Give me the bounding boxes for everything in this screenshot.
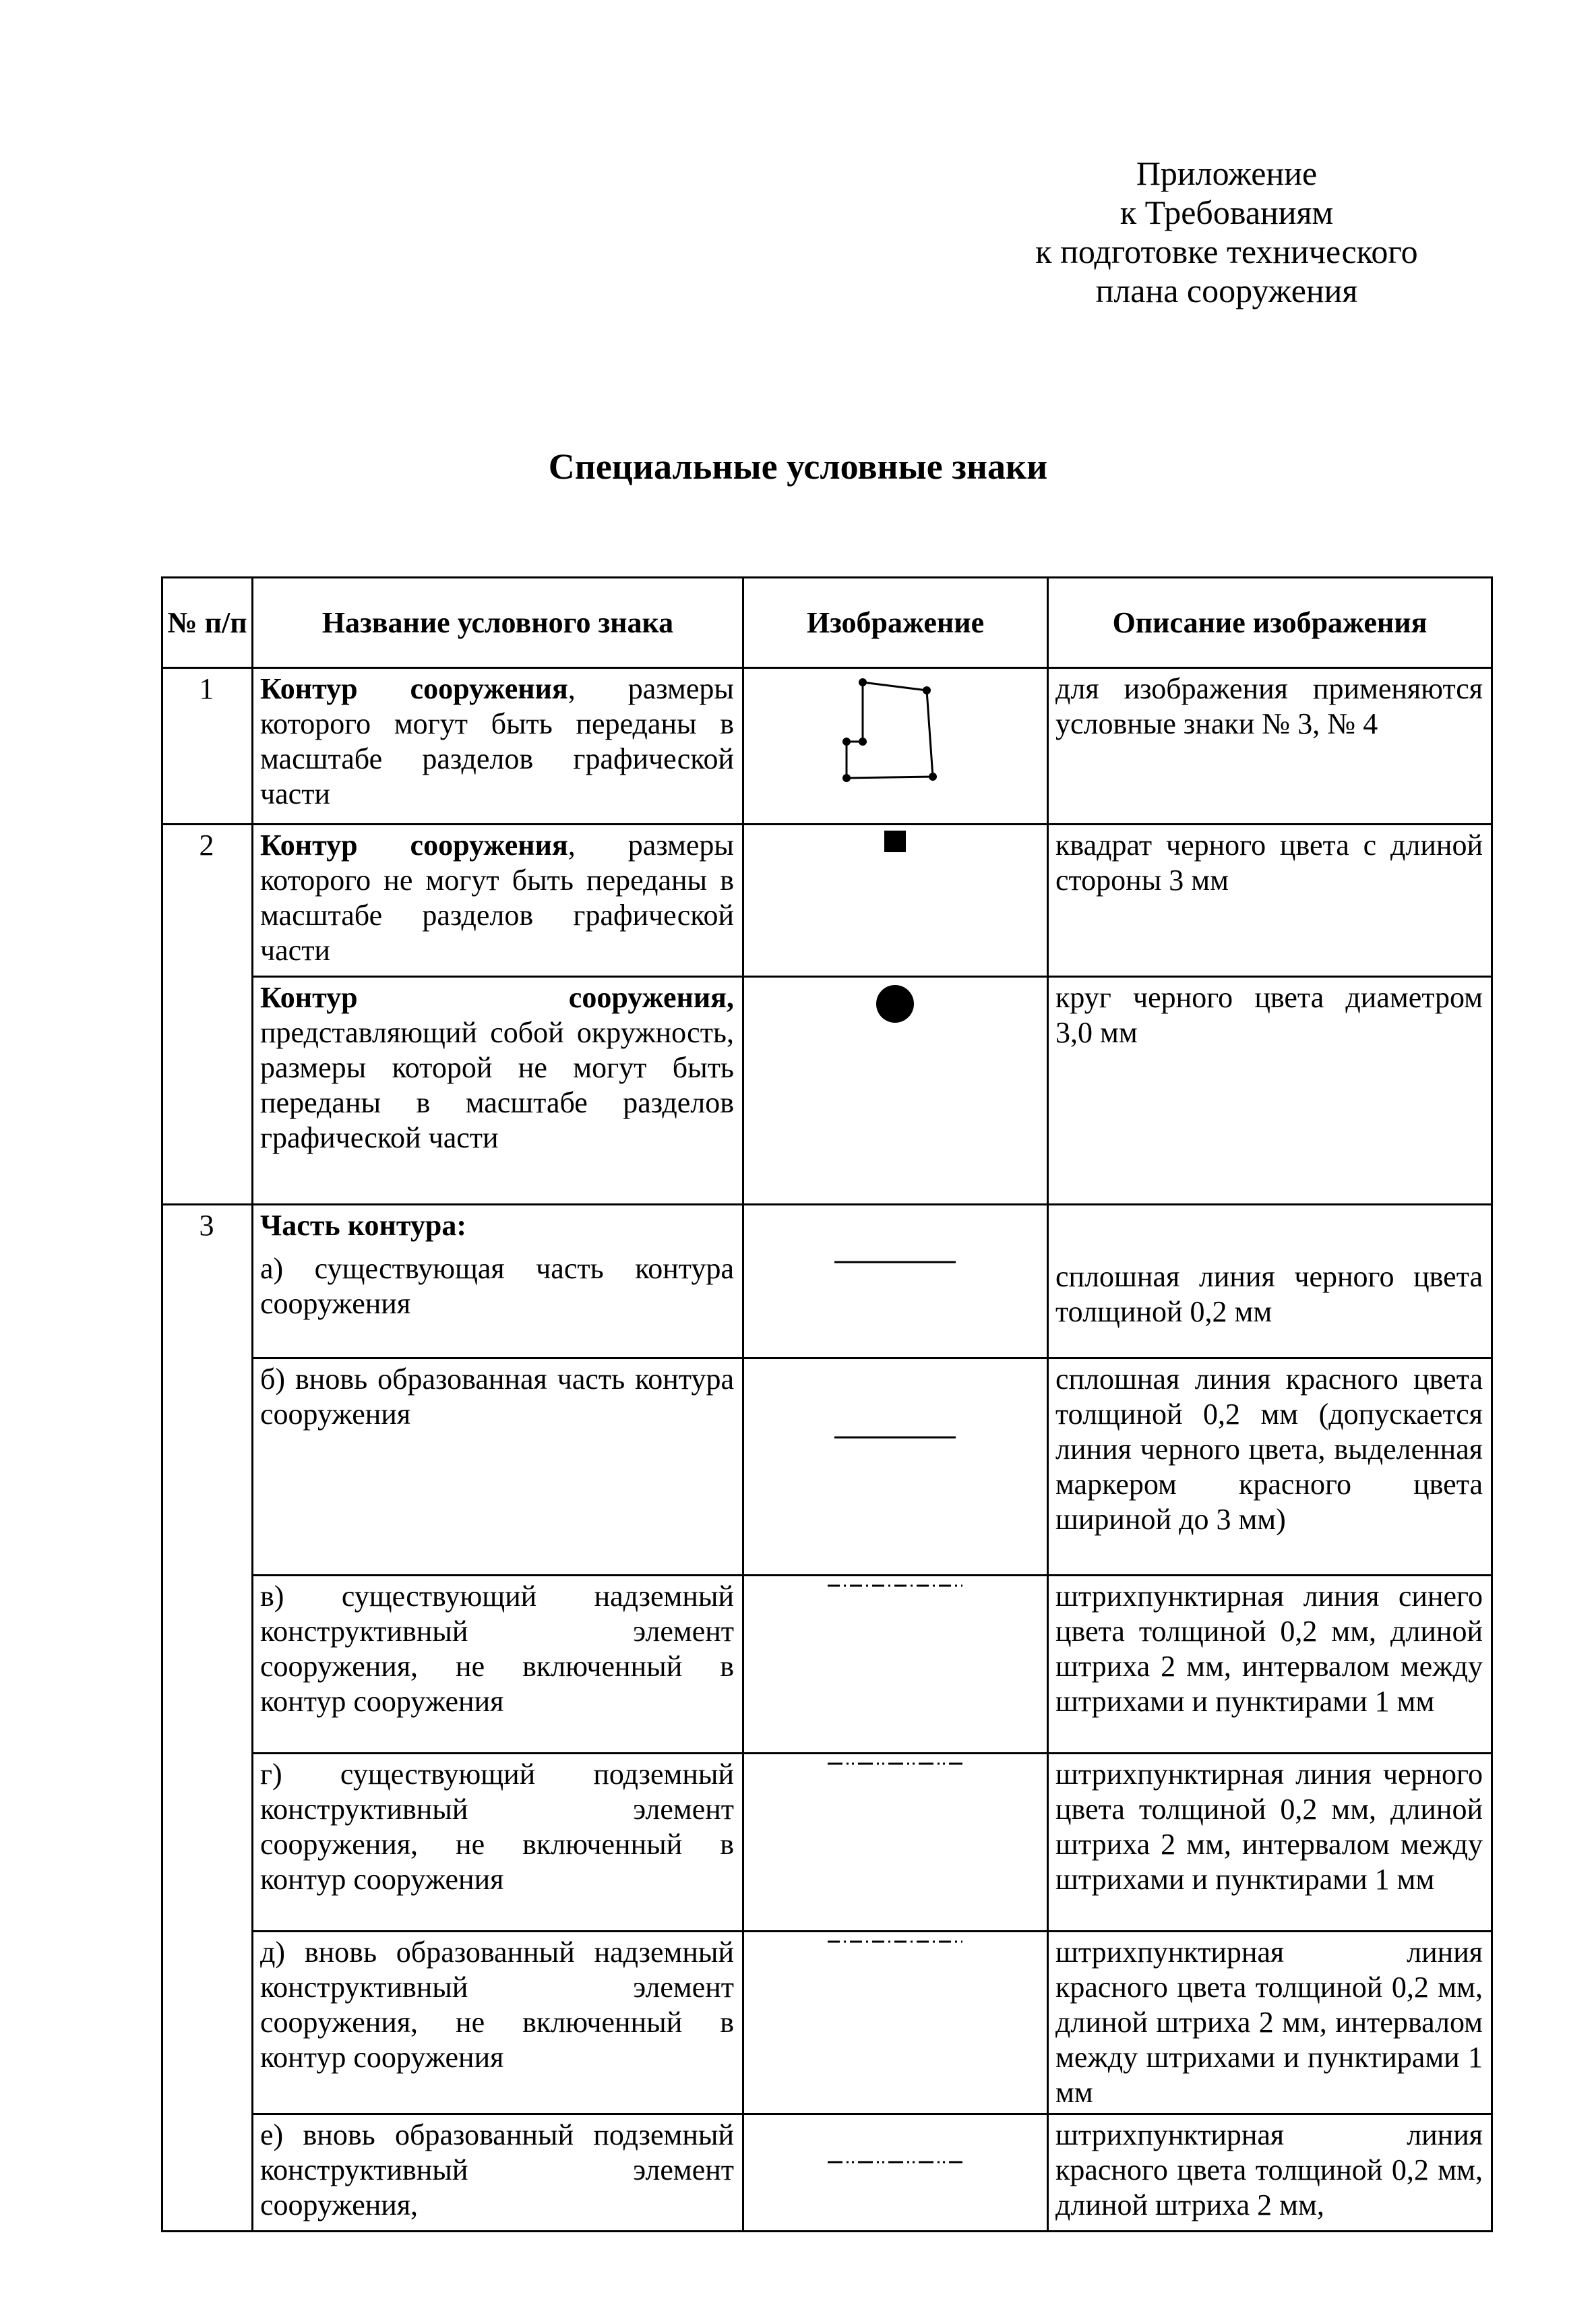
row-name: в) существующий надземный конструктивный элемент сооружения, не включенный в контур сооружения [253, 1576, 743, 1754]
row-description: штрихпунктирная линия красного цвета толщиной 0,2 мм, длиной штриха 2 мм, [1048, 2114, 1492, 2232]
row-name: д) вновь образованный надземный конструктивный элемент сооружения, не включенный в контур сооружения [253, 1932, 743, 2114]
row-description: штрихпунктирная линия черного цвета толщиной 0,2 мм, длиной штриха 2 мм, интервалом между штрихами и пунктирами 1 мм [1048, 1754, 1492, 1932]
row-num: 1 [162, 668, 253, 825]
table-row [162, 2114, 1492, 2232]
row-name [253, 977, 743, 1205]
row-name: б) вновь образованная часть контура сооружения [253, 1358, 743, 1576]
row-name-rest: представляющий собой окружность, размеры которой не могут быть переданы в масштабе разделов графической части [260, 1016, 734, 1154]
table-header-row [162, 578, 1492, 668]
dash-double-dot-line-icon [821, 1757, 969, 1770]
table-row [162, 1754, 1492, 1932]
appendix-line-2: к Требованиям [1119, 193, 1334, 231]
table-row [162, 1932, 1492, 2114]
header-num: № п/п [162, 578, 253, 668]
table-row [162, 977, 1492, 1205]
symbols-table [161, 576, 1493, 2232]
row-name-rest: , размеры которого могут быть переданы в масштабе разделов графической части [260, 672, 734, 810]
row-description [1048, 1205, 1492, 1358]
row-name-bold: Контур сооружения, [260, 981, 734, 1014]
row-name-bold: Контур сооружения [260, 672, 568, 705]
dash-dot-line-icon [821, 1935, 969, 1948]
row-description: сплошная линия красного цвета толщиной 0,2 мм (допускается линия черного цвета, выделенная маркером красного цвета шириной до 3 мм) [1048, 1358, 1492, 1576]
table-row [162, 668, 1492, 825]
row-num: 3 [162, 1205, 253, 2232]
row-name [253, 668, 743, 825]
appendix-line-1: Приложение [1136, 154, 1318, 192]
row-image [743, 1358, 1048, 1576]
header-image: Изображение [743, 578, 1048, 668]
row-description: штрихпунктирная линия синего цвета толщиной 0,2 мм, длиной штриха 2 мм, интервалом между штрихами и пунктирами 1 мм [1048, 1576, 1492, 1754]
solid-black-line-icon [828, 1255, 962, 1269]
row-description: квадрат черного цвета с длиной стороны 3 мм [1048, 825, 1492, 977]
row-heading: Часть контура: [260, 1209, 466, 1242]
row-image [743, 977, 1048, 1205]
row-name: г) существующий подземный конструктивный элемент сооружения, не включенный в контур сооружения [253, 1754, 743, 1932]
row-image [743, 825, 1048, 977]
row-name-text: а) существующая часть контура сооружения [260, 1252, 734, 1320]
row-description: штрихпунктирная линия красного цвета толщиной 0,2 мм, длиной штриха 2 мм, интервалом между штрихами и пунктирами 1 мм [1048, 1932, 1492, 2114]
black-square-icon [882, 828, 909, 855]
solid-red-line-icon [828, 1431, 962, 1444]
page-title: Специальные условные знаки [548, 446, 1048, 487]
row-image [743, 1576, 1048, 1754]
row-name [253, 1205, 743, 1358]
table-row [162, 825, 1492, 977]
row-name-bold: Контур сооружения [260, 829, 568, 862]
table-row [162, 1205, 1492, 1358]
row-image [743, 1932, 1048, 2114]
table-row [162, 1576, 1492, 1754]
black-circle-icon [871, 980, 919, 1027]
row-description-text: сплошная линия черного цвета толщиной 0,2 мм [1055, 1260, 1483, 1328]
row-image [743, 1754, 1048, 1932]
dash-double-dot-line-icon [821, 2155, 969, 2169]
row-name: е) вновь образованный подземный конструктивный элемент сооружения, [253, 2114, 743, 2232]
row-description: круг черного цвета диаметром 3,0 мм [1048, 977, 1492, 1205]
row-num: 2 [162, 825, 253, 1205]
header-description: Описание изображения [1048, 578, 1492, 668]
table-row [162, 1358, 1492, 1576]
dash-dot-line-icon [821, 1579, 969, 1592]
appendix-line-4: плана сооружения [1095, 272, 1358, 309]
appendix-line-3: к подготовке технического [1035, 233, 1418, 270]
header-name: Название условного знака [253, 578, 743, 668]
row-image [743, 668, 1048, 825]
row-description: для изображения применяются условные знаки № 3, № 4 [1048, 668, 1492, 825]
row-name-rest: , размеры которого не могут быть переданы в масштабе разделов графической части [260, 829, 734, 967]
row-image [743, 1205, 1048, 1358]
row-image [743, 2114, 1048, 2232]
row-name [253, 825, 743, 977]
appendix-header [890, 154, 1564, 310]
polygon-contour-icon [821, 671, 969, 786]
